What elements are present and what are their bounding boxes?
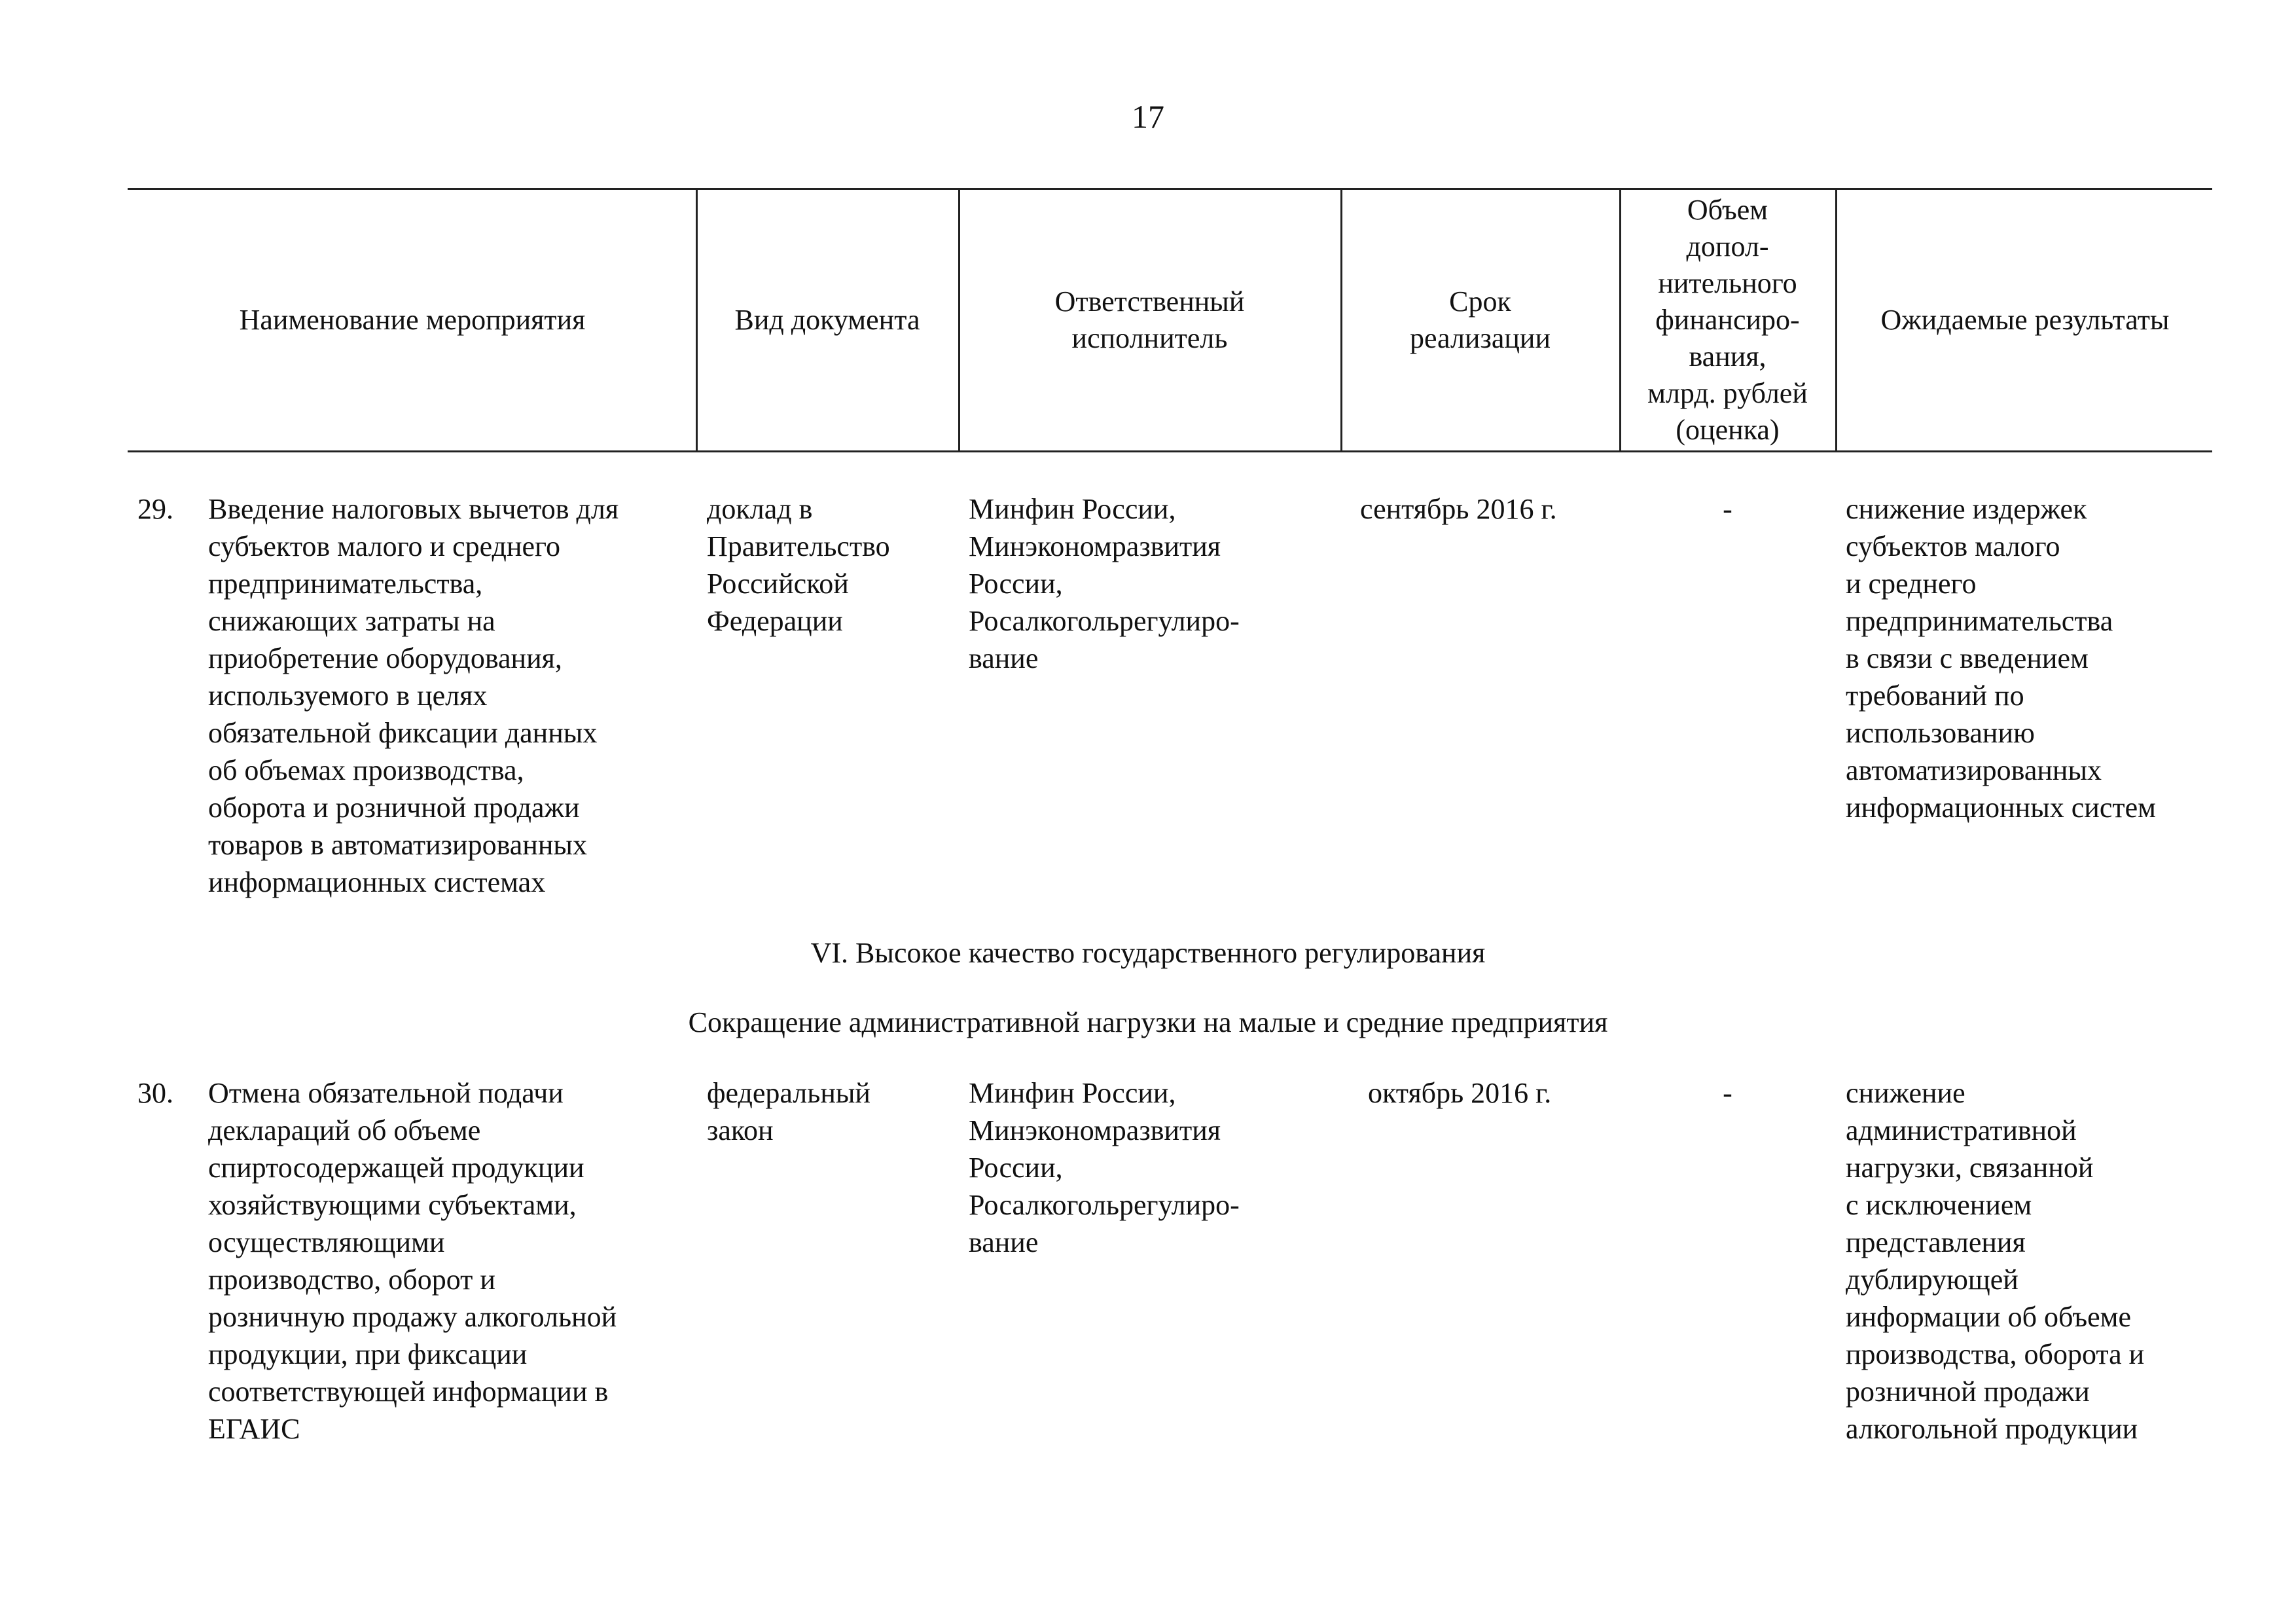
row-result: снижение административной нагрузки, связанной с исключением представления дублирующей информации об объеме производства, оборота и розничной продажи алкогольной продукции (1846, 1077, 2145, 1445)
row-name: Отмена обязательной подачи деклараций об объеме спиртосодержащей продукции хозяйствующими субъектами, осуществляющими производство, оборот и розничную продажу алкогольной продукции, при фиксации соответствующей информации в ЕГАИС (208, 1077, 617, 1445)
header-name: Наименование мероприятия (239, 304, 586, 336)
row-name: Введение налоговых вычетов для субъектов малого и среднего предпринимательства, снижающих затраты на приобретение оборудования, используемого в целях обязательной фиксации данных об объемах производства, оборота и розничной продажи товаров в автоматизированных информационных системах (208, 493, 619, 898)
column-divider (1619, 188, 1621, 452)
header-deadline: Срок реализации (1409, 285, 1551, 354)
header-bottom-rule (128, 450, 2212, 452)
row-executor: Минфин России, Минэкономразвития России, Росалкогольрегулиро- вание (969, 1077, 1240, 1258)
column-divider (1340, 188, 1342, 452)
row-deadline: октябрь 2016 г. (1368, 1077, 1552, 1109)
column-divider (696, 188, 698, 452)
column-divider (958, 188, 960, 452)
row-number: 30. (137, 1077, 173, 1109)
header-results: Ожидаемые результаты (1880, 304, 2170, 336)
header-document: Вид документа (734, 304, 920, 336)
row-document: федеральный закон (707, 1077, 870, 1146)
section-subtitle: Сокращение административной нагрузки на малые и средние предприятия (688, 1006, 1608, 1038)
header-funding: Объем допол- нительного финансиро- вания, млрд. рублей (оценка) (1647, 194, 1808, 446)
row-funding: - (1723, 493, 1732, 525)
row-number: 29. (137, 493, 173, 525)
row-executor: Минфин России, Минэкономразвития России, Росалкогольрегулиро- вание (969, 493, 1240, 674)
row-document: доклад в Правительство Российской Федерации (707, 493, 890, 637)
page-number: 17 (1132, 98, 1164, 135)
row-result: снижение издержек субъектов малого и среднего предпринимательства в связи с введением требований по использованию автоматизированных информационных систем (1846, 493, 2156, 824)
header-executor: Ответственный исполнитель (1054, 285, 1245, 354)
row-deadline: сентябрь 2016 г. (1360, 493, 1557, 525)
section-title: VI. Высокое качество государственного регулирования (810, 937, 1486, 969)
column-divider (1835, 188, 1837, 452)
header-top-rule (128, 188, 2212, 190)
row-funding: - (1723, 1077, 1732, 1109)
